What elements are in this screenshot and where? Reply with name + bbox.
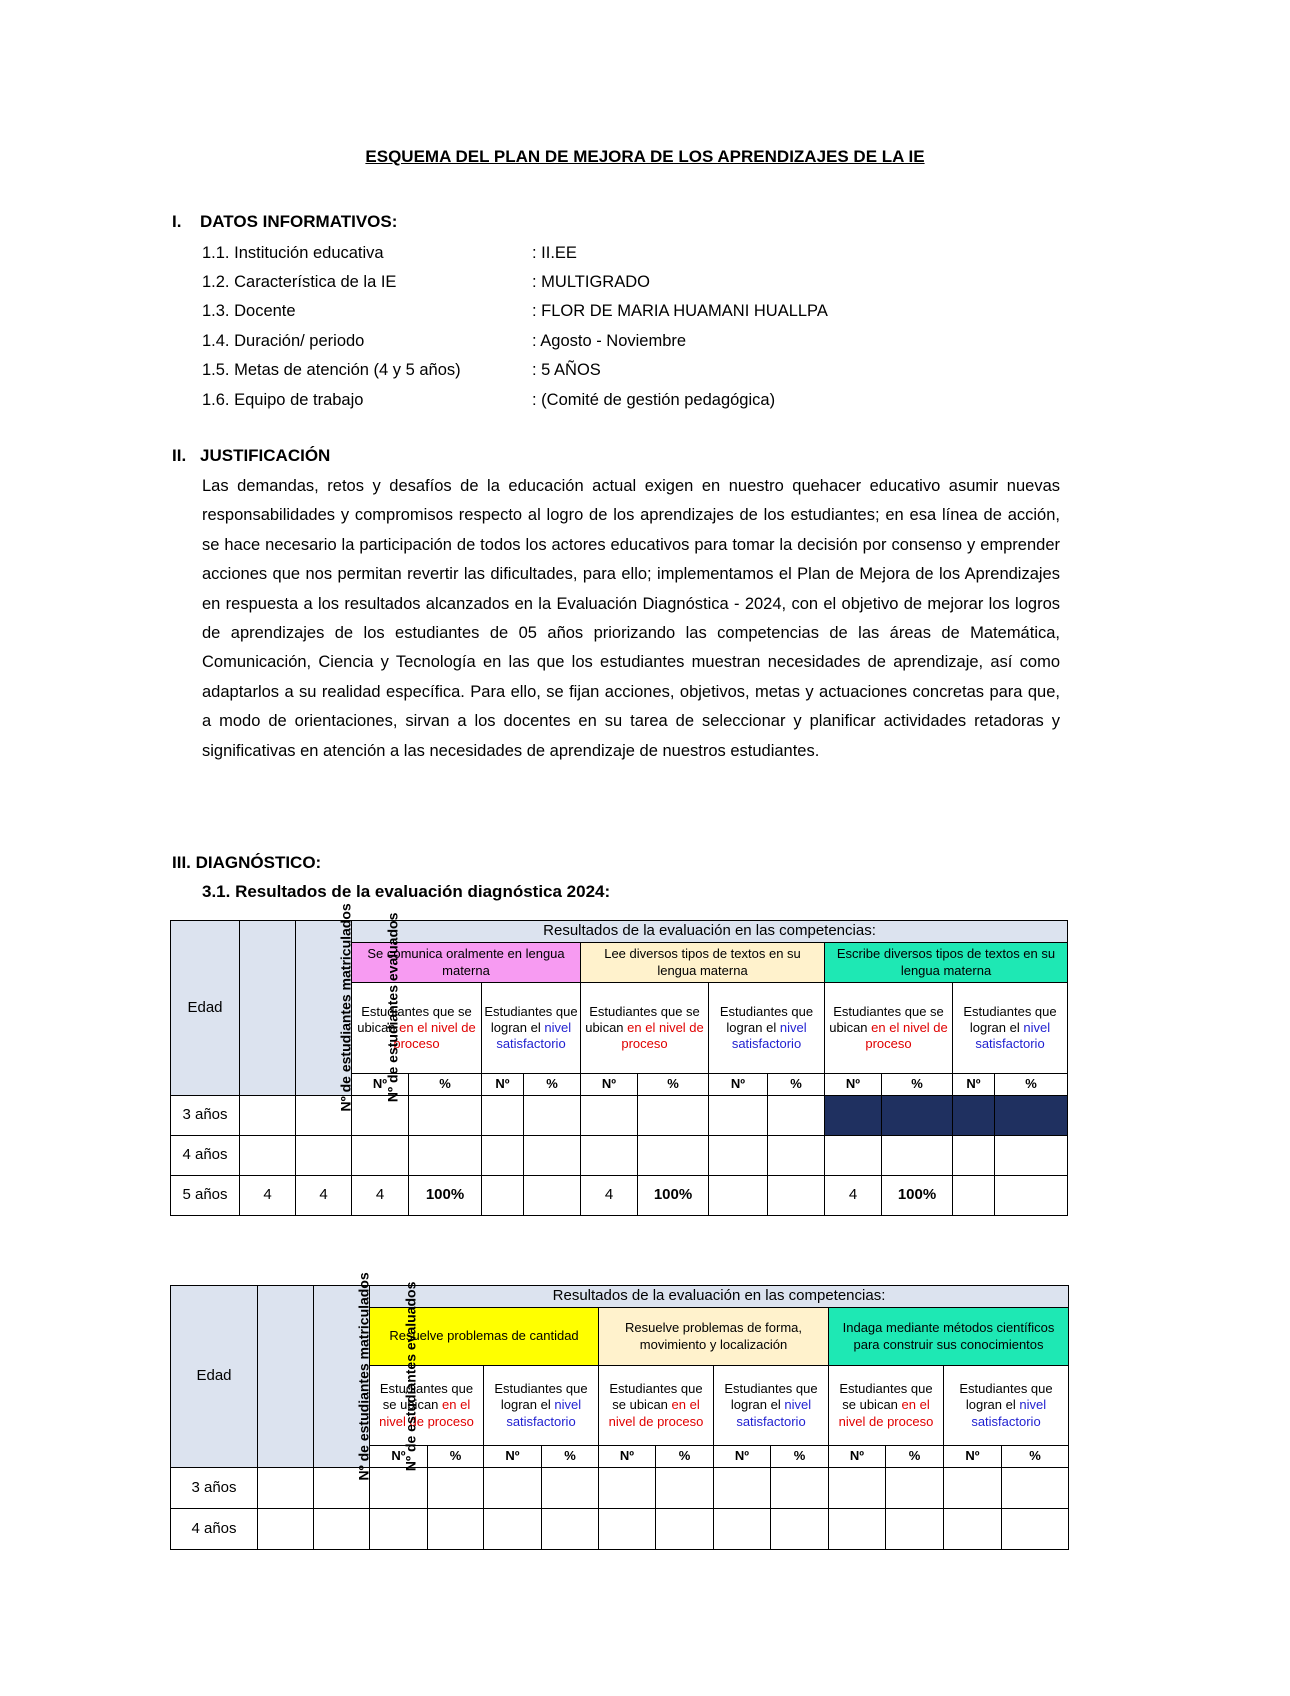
resultados-header: Resultados de la evaluación en las competencias: — [370, 1286, 1069, 1308]
data-cell — [370, 1509, 428, 1550]
data-cell — [768, 1096, 825, 1136]
pct-header: % — [656, 1446, 714, 1468]
proceso-header — [599, 1366, 714, 1446]
info-value: : MULTIGRADO — [532, 273, 650, 291]
table-row — [171, 1509, 1069, 1550]
num-header: Nº — [370, 1446, 428, 1468]
data-cell — [524, 1096, 581, 1136]
info-value: : 5 AÑOS — [532, 361, 601, 379]
num-header: Nº — [581, 1074, 638, 1096]
num-header: Nº — [599, 1446, 656, 1468]
info-label: 1.1. Institución educativa — [202, 244, 384, 262]
pct-header: % — [886, 1446, 944, 1468]
info-row — [202, 329, 686, 353]
num-header: Nº — [829, 1446, 886, 1468]
data-cell: 4 — [352, 1176, 409, 1216]
data-cell — [258, 1468, 314, 1509]
evaluados-header-text: Nº de estudiantes evaluados — [384, 913, 401, 1103]
satisfactorio-header-highlight: nivel satisfactorio — [975, 1019, 1051, 1052]
data-cell — [638, 1096, 709, 1136]
pct-header: % — [524, 1074, 581, 1096]
satisfactorio-header-text: Estudiantes que logran el — [719, 1003, 814, 1035]
num-header: Nº — [352, 1074, 409, 1096]
resultados-header: Resultados de la evaluación en las competencias: — [352, 921, 1068, 943]
info-label: 1.3. Docente — [202, 302, 296, 320]
data-cell — [482, 1096, 524, 1136]
age-cell: 3 años — [171, 1468, 258, 1509]
data-cell-shaded — [953, 1096, 995, 1136]
data-cell — [771, 1509, 829, 1550]
section-1-heading — [172, 212, 397, 232]
section-2-title: JUSTIFICACIÓN — [200, 446, 331, 465]
matriculados-header — [240, 903, 354, 1112]
num-header: Nº — [714, 1446, 771, 1468]
data-cell: 4 — [825, 1176, 882, 1216]
section-1-number: I. — [172, 212, 182, 231]
info-row — [202, 299, 828, 323]
proceso-header-highlight: en el nivel de proceso — [379, 1397, 474, 1429]
satisfactorio-header-text: Estudiantes que logran el — [484, 1003, 578, 1035]
data-cell — [581, 1096, 638, 1136]
proceso-header — [825, 983, 953, 1074]
data-cell — [656, 1468, 714, 1509]
data-cell — [768, 1176, 825, 1216]
data-cell: 100% — [882, 1176, 953, 1216]
proceso-header-highlight: en el nivel de proceso — [838, 1397, 934, 1429]
num-header: Nº — [482, 1074, 524, 1096]
proceso-header-highlight: en el nivel de proceso — [608, 1397, 704, 1429]
info-label: 1.4. Duración/ periodo — [202, 332, 365, 350]
satisfactorio-header — [953, 983, 1068, 1074]
num-header: Nº — [944, 1446, 1002, 1468]
proceso-header — [370, 1366, 484, 1446]
pct-header: % — [771, 1446, 829, 1468]
competencia-header: Se comunica oralmente en lengua materna — [352, 943, 581, 983]
info-row — [202, 241, 577, 265]
edad-header: Edad — [171, 921, 240, 1096]
info-row — [202, 270, 650, 294]
proceso-header-text: Estudiantes que se ubican — [379, 1381, 474, 1413]
matriculados-header — [258, 1272, 372, 1481]
satisfactorio-header — [709, 983, 825, 1074]
proceso-header — [581, 983, 709, 1074]
pct-header: % — [1002, 1446, 1069, 1468]
pct-header: % — [638, 1074, 709, 1096]
data-cell — [656, 1509, 714, 1550]
results-table-communication — [170, 903, 1068, 1216]
proceso-header-text: Estudiantes que se ubican — [357, 1003, 472, 1035]
data-cell — [428, 1468, 484, 1509]
data-cell-shaded — [882, 1096, 953, 1136]
age-cell: 5 años — [171, 1176, 240, 1216]
pct-header: % — [882, 1074, 953, 1096]
data-cell — [484, 1468, 542, 1509]
data-cell — [1002, 1468, 1069, 1509]
section-2-heading — [172, 446, 330, 466]
data-cell — [482, 1176, 524, 1216]
num-header: Nº — [709, 1074, 768, 1096]
info-value: : Agosto - Noviembre — [532, 332, 687, 350]
data-cell — [825, 1136, 882, 1176]
satisfactorio-header-highlight: nivel satisfactorio — [506, 1397, 582, 1429]
competencia-header: Resuelve problemas de cantidad — [370, 1308, 599, 1366]
num-header: Nº — [484, 1446, 542, 1468]
pct-header: % — [428, 1446, 484, 1468]
data-cell — [886, 1468, 944, 1509]
table-row — [171, 1096, 1068, 1136]
data-cell: 100% — [409, 1176, 482, 1216]
data-cell — [709, 1176, 768, 1216]
data-cell — [352, 1136, 409, 1176]
evaluados-cell: 4 — [296, 1176, 352, 1216]
data-cell — [771, 1468, 829, 1509]
table-row — [171, 1468, 1069, 1509]
age-cell: 3 años — [171, 1096, 240, 1136]
data-cell — [714, 1468, 771, 1509]
table-row — [171, 1136, 1068, 1176]
data-cell — [709, 1096, 768, 1136]
satisfactorio-header-highlight: nivel satisfactorio — [731, 1019, 807, 1052]
data-cell — [1002, 1509, 1069, 1550]
proceso-header — [352, 983, 482, 1074]
pct-header: % — [995, 1074, 1068, 1096]
satisfactorio-header-text: Estudiantes que logran el — [959, 1381, 1053, 1413]
proceso-header-text: Estudiantes que se ubican — [609, 1381, 703, 1413]
data-cell — [995, 1176, 1068, 1216]
edad-header: Edad — [171, 1286, 258, 1468]
info-value: : II.EE — [532, 244, 577, 262]
document-title: ESQUEMA DEL PLAN DE MEJORA DE LOS APRENDIZAJES DE LA IE — [365, 147, 925, 166]
satisfactorio-header-highlight: nivel satisfactorio — [971, 1397, 1047, 1429]
satisfactorio-header-text: Estudiantes que logran el — [963, 1003, 1057, 1035]
evaluados-header-text: Nº de estudiantes evaluados — [402, 1281, 419, 1472]
age-cell: 4 años — [171, 1136, 240, 1176]
info-row — [202, 388, 775, 412]
data-cell — [995, 1136, 1068, 1176]
data-cell — [944, 1509, 1002, 1550]
pct-header: % — [768, 1074, 825, 1096]
section-1-title: DATOS INFORMATIVOS: — [200, 212, 398, 231]
data-cell — [882, 1136, 953, 1176]
data-cell — [524, 1136, 581, 1176]
data-cell — [599, 1509, 656, 1550]
data-cell-shaded — [825, 1096, 882, 1136]
satisfactorio-header-highlight: nivel satisfactorio — [496, 1019, 572, 1052]
satisfactorio-header-text: Estudiantes que logran el — [724, 1381, 818, 1413]
justification-text — [202, 472, 1060, 766]
proceso-header — [829, 1366, 944, 1446]
num-header: Nº — [825, 1074, 882, 1096]
evaluados-cell — [296, 1136, 352, 1176]
info-value: : FLOR DE MARIA HUAMANI HUALLPA — [532, 302, 828, 320]
matriculados-cell: 4 — [240, 1176, 296, 1216]
data-cell — [542, 1509, 599, 1550]
data-cell — [428, 1509, 484, 1550]
satisfactorio-header — [944, 1366, 1069, 1446]
data-cell — [638, 1136, 709, 1176]
data-cell — [370, 1468, 428, 1509]
competencia-header: Indaga mediante métodos científicos para construir sus conocimientos — [829, 1308, 1069, 1366]
matriculados-cell — [240, 1136, 296, 1176]
results-table-math-science — [170, 1272, 1069, 1550]
matriculados-header-text: Nº de estudiantes matriculados — [337, 903, 354, 1112]
age-cell: 4 años — [171, 1509, 258, 1550]
competencia-header: Lee diversos tipos de textos en su lengua materna — [581, 943, 825, 983]
table-row — [171, 1176, 1068, 1216]
data-cell — [482, 1136, 524, 1176]
info-label: 1.5. Metas de atención (4 y 5 años) — [202, 361, 461, 379]
data-cell — [829, 1509, 886, 1550]
proceso-header-highlight: en el nivel de proceso — [865, 1019, 948, 1052]
data-cell — [258, 1509, 314, 1550]
competencia-header: Resuelve problemas de forma, movimiento y localización — [599, 1308, 829, 1366]
satisfactorio-header — [482, 983, 581, 1074]
data-cell — [709, 1136, 768, 1176]
data-cell — [953, 1176, 995, 1216]
proceso-header-text: Estudiantes que se ubican — [829, 1003, 944, 1035]
data-cell-shaded — [995, 1096, 1068, 1136]
num-header: Nº — [953, 1074, 995, 1096]
data-cell: 4 — [581, 1176, 638, 1216]
competencia-header: Escribe diversos tipos de textos en su lengua materna — [825, 943, 1068, 983]
proceso-header-highlight: en el nivel de proceso — [393, 1019, 476, 1052]
data-cell — [944, 1468, 1002, 1509]
data-cell — [953, 1136, 995, 1176]
matriculados-header-text: Nº de estudiantes matriculados — [355, 1272, 372, 1481]
pct-header: % — [542, 1446, 599, 1468]
satisfactorio-header — [484, 1366, 599, 1446]
info-row — [202, 358, 601, 382]
satisfactorio-header-text: Estudiantes que logran el — [494, 1381, 588, 1413]
proceso-header-highlight: en el nivel de proceso — [621, 1019, 704, 1052]
pct-header: % — [409, 1074, 482, 1096]
data-cell — [599, 1468, 656, 1509]
data-cell — [714, 1509, 771, 1550]
data-cell — [484, 1509, 542, 1550]
data-cell — [542, 1468, 599, 1509]
matriculados-cell — [240, 1096, 296, 1136]
section-2-number: II. — [172, 446, 187, 465]
justification-paragraph: Las demandas, retos y desafíos de la educación actual exigen en nuestro quehacer educativo asumir nuevas responsabilidades y compromisos respecto al logro de los aprendizajes de los estudiantes; en esa línea de acción, se hace necesario la participación de todos los actores educativos para tomar la decisión por consenso y emprender acciones que nos permitan revertir las dificultades, para ello; implementamos el Plan de Mejora de los Aprendizajes en respuesta a los resultados alcanzados en la Evaluación Diagnóstica - 2024, con el objetivo de mejorar los logros de aprendizajes de los estudiantes de 05 años priorizando las competencias de las áreas de Matemática, Comunicación, Ciencia y Tecnología en las que los estudiantes muestran necesidades de aprendizaje, así como adaptarlos a su realidad específica. Para ello, se fijan acciones, objetivos, metas y actuaciones concretas para que, a modo de orientaciones, sirvan a los docentes en su tarea de seleccionar y planificar actividades retadoras y significativas en atención a las necesidades de aprendizaje de nuestros estudiantes. — [202, 477, 1060, 760]
info-label: 1.6. Equipo de trabajo — [202, 391, 364, 409]
data-cell — [409, 1096, 482, 1136]
satisfactorio-header — [714, 1366, 829, 1446]
section-3-1-heading: 3.1. Resultados de la evaluación diagnóstica 2024: — [202, 882, 611, 901]
data-cell — [409, 1136, 482, 1176]
satisfactorio-header-highlight: nivel satisfactorio — [736, 1397, 812, 1429]
data-cell — [886, 1509, 944, 1550]
data-cell: 100% — [638, 1176, 709, 1216]
data-cell — [524, 1176, 581, 1216]
data-cell — [829, 1468, 886, 1509]
proceso-header-text: Estudiantes que se ubican — [585, 1003, 700, 1035]
data-cell — [768, 1136, 825, 1176]
proceso-header-text: Estudiantes que se ubican — [839, 1381, 933, 1413]
info-label: 1.2. Característica de la IE — [202, 273, 397, 291]
section-3-heading: III. DIAGNÓSTICO: — [172, 853, 322, 872]
data-cell — [314, 1509, 370, 1550]
info-value: : (Comité de gestión pedagógica) — [532, 391, 776, 409]
data-cell — [581, 1136, 638, 1176]
